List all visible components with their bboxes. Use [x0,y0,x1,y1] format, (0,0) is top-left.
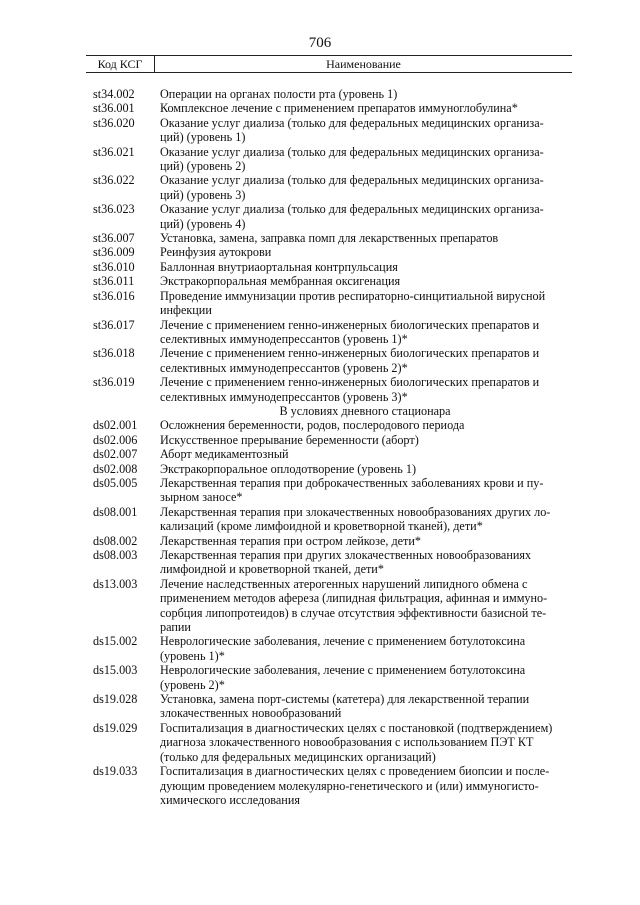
ksg-name-line: Осложнения беременности, родов, послеродового периода [160,418,465,433]
section-heading: В условиях дневного стационара [279,403,451,418]
ksg-name-line: Искусственное прерывание беременности (аборт) [160,432,419,447]
ksg-code: ds19.028 [93,692,138,707]
ksg-code: ds13.003 [93,576,138,591]
ksg-name-line: Реинфузия аутокрови [160,245,272,260]
ksg-code: st36.001 [93,101,135,116]
table-row [93,116,578,145]
table-row [93,173,578,202]
ksg-name [160,447,578,461]
ksg-name [160,346,578,375]
ksg-name-line: селективных иммунодепрессантов (уровень 2)* [160,360,408,375]
ksg-name-line: Лекарственная терапия при доброкачественных заболеваниях крови и пу- [160,475,544,490]
ksg-name-line: Оказание услуг диализа (только для федеральных медицинских организа- [160,144,544,159]
table-row [93,318,578,347]
ksg-name-line: ций) (уровень 2) [160,159,246,174]
ksg-name [160,145,578,174]
table-row [93,145,578,174]
ksg-name-line: селективных иммунодепрессантов (уровень 1)* [160,331,408,346]
ksg-name-line: Лечение наследственных атерогенных нарушений липидного обмена с [160,576,528,591]
ksg-name [160,577,578,635]
table-row [93,87,578,101]
ksg-name [160,462,578,476]
ksg-code: st36.010 [93,259,135,274]
ksg-name-line: Лечение с применением генно-инженерных биологических препаратов и [160,375,540,390]
ksg-name-line: Оказание услуг диализа (только для федеральных медицинских организа- [160,173,544,188]
table-row [93,101,578,115]
ksg-name [160,173,578,202]
ksg-code: ds15.003 [93,663,138,678]
table-header [86,55,572,73]
ksg-name-line: инфекции [160,303,212,318]
table-row [93,663,578,692]
header-name: Наименование [326,57,401,71]
ksg-name [160,274,578,288]
table-row [93,505,578,534]
page-number: 706 [308,35,332,51]
ksg-code: st36.020 [93,115,135,130]
ksg-code: st36.017 [93,317,135,332]
table-row [93,202,578,231]
ksg-code: st36.023 [93,202,135,217]
ksg-code: ds08.001 [93,504,138,519]
table-row [93,346,578,375]
ksg-code: st36.011 [93,274,135,289]
table-row [93,548,578,577]
ksg-code: ds08.002 [93,533,138,548]
ksg-code: st36.022 [93,173,135,188]
table-row [93,231,578,245]
ksg-code: ds19.033 [93,764,138,779]
ksg-name [160,634,578,663]
ksg-name [160,692,578,721]
ksg-name-line: зырном заносе* [160,490,243,505]
table-row [93,764,578,807]
ksg-name-line: Госпитализация в диагностических целях с проведением биопсии и после- [160,764,550,779]
ksg-code: ds15.002 [93,634,138,649]
ksg-name [160,721,578,764]
ksg-name-line: рапии [160,620,191,635]
ksg-name-line: Аборт медикаментозный [160,447,289,462]
ksg-code: ds02.001 [93,418,138,433]
ksg-name-line: Установка, замена порт-системы (катетера) для лекарственной терапии [160,692,530,707]
ksg-name-line: кализаций (кроме лимфоидной и кроветворной тканей), дети* [160,519,483,534]
ksg-name-line: Операции на органах полости рта (уровень 1) [160,87,398,101]
ksg-name [160,116,578,145]
table-row [93,245,578,259]
ksg-name [160,433,578,447]
ksg-name-line: Лечение с применением генно-инженерных биологических препаратов и [160,317,540,332]
ksg-name-line: Экстракорпоральная мембранная оксигенация [160,274,401,289]
ksg-name [160,245,578,259]
ksg-name-line: селективных иммунодепрессантов (уровень 3)* [160,389,408,404]
ksg-name-line: (уровень 1)* [160,648,225,663]
table-row [93,692,578,721]
ksg-name-line: (уровень 2)* [160,677,225,692]
table-row [93,433,578,447]
ksg-code: st34.002 [93,87,135,101]
ksg-name-line: Комплексное лечение с применением препаратов иммуноглобулина* [160,101,518,116]
table-row [93,375,578,404]
ksg-name [160,418,578,432]
ksg-name-line: Неврологические заболевания, лечение с применением ботулотоксина [160,663,526,678]
ksg-name-line: Лечение с применением генно-инженерных биологических препаратов и [160,346,540,361]
ksg-name-line: злокачественных новообразований [160,706,342,721]
ksg-name-line: Оказание услуг диализа (только для федеральных медицинских организа- [160,202,544,217]
ksg-name [160,764,578,807]
ksg-name [160,289,578,318]
ksg-code: ds05.005 [93,475,138,490]
ksg-name [160,548,578,577]
ksg-name-line: диагноза злокачественного новообразования с использованием ПЭТ КТ [160,735,534,750]
ksg-name-line: ций) (уровень 4) [160,216,246,231]
table-row [93,462,578,476]
ksg-name [160,260,578,274]
table-row [93,418,578,432]
ksg-name-line: ций) (уровень 1) [160,130,246,145]
ksg-name-line: (только для федеральных медицинских организаций) [160,749,436,764]
table-row [93,634,578,663]
ksg-name-line: Экстракорпоральное оплодотворение (уровень 1) [160,461,417,476]
table-row [93,577,578,635]
ksg-name [160,505,578,534]
ksg-name-line: Лекарственная терапия при злокачественных новообразованиях других ло- [160,504,551,519]
ksg-name [160,476,578,505]
ksg-code: ds08.003 [93,548,138,562]
table-row [93,534,578,548]
ksg-name-line: Лекарственная терапия при остром лейкозе, дети* [160,533,422,548]
table-row [93,289,578,318]
ksg-name-line: применением методов афереза (липидная фильтрация, афинная и иммуно- [160,591,548,606]
table-row [93,260,578,274]
ksg-name-line: химического исследования [160,792,300,807]
ksg-code: st36.021 [93,144,135,159]
ksg-name-line: Оказание услуг диализа (только для федеральных медицинских организа- [160,115,544,130]
ksg-code: st36.018 [93,346,135,361]
ksg-name [160,231,578,245]
ksg-code: ds02.007 [93,447,138,462]
ksg-code: st36.019 [93,375,135,390]
ksg-name-line: дующим проведением молекулярно-генетического и (или) иммуногисто- [160,778,539,793]
ksg-name-line: Госпитализация в диагностических целях с постановкой (подтверждением) [160,720,553,735]
ksg-code: ds02.008 [93,461,138,476]
ksg-name-line: Баллонная внутриаортальная контрпульсация [160,259,398,274]
header-code: Код КСГ [97,57,143,71]
ksg-name-line: ций) (уровень 3) [160,187,246,202]
ksg-name [160,534,578,548]
ksg-name-line: Установка, замена, заправка помп для лекарственных препаратов [160,231,499,246]
ksg-name [160,202,578,231]
table-row [93,447,578,461]
table-row [93,476,578,505]
table-row [93,274,578,288]
ksg-code: st36.009 [93,245,135,260]
ksg-name [160,663,578,692]
ksg-code: ds02.006 [93,432,138,447]
ksg-name [160,87,578,101]
ksg-name-line: лимфоидной и кроветворной тканей, дети* [160,562,384,577]
ksg-code: ds19.029 [93,720,138,735]
ksg-name-line: сорбция липопротеидов) в случае отсутствия эффективности базисной те- [160,605,547,620]
ksg-name-line: Лекарственная терапия при других злокачественных новообразованиях [160,548,532,562]
ksg-name-line: Неврологические заболевания, лечение с применением ботулотоксина [160,634,526,649]
table-row [93,721,578,764]
ksg-name [160,101,578,115]
table-body [93,87,578,807]
ksg-name [160,318,578,347]
ksg-name-line: Проведение иммунизации против респираторно-синцитиальной вирусной [160,288,546,303]
ksg-name [160,375,578,404]
ksg-code: st36.016 [93,288,135,303]
ksg-code: st36.007 [93,231,135,246]
